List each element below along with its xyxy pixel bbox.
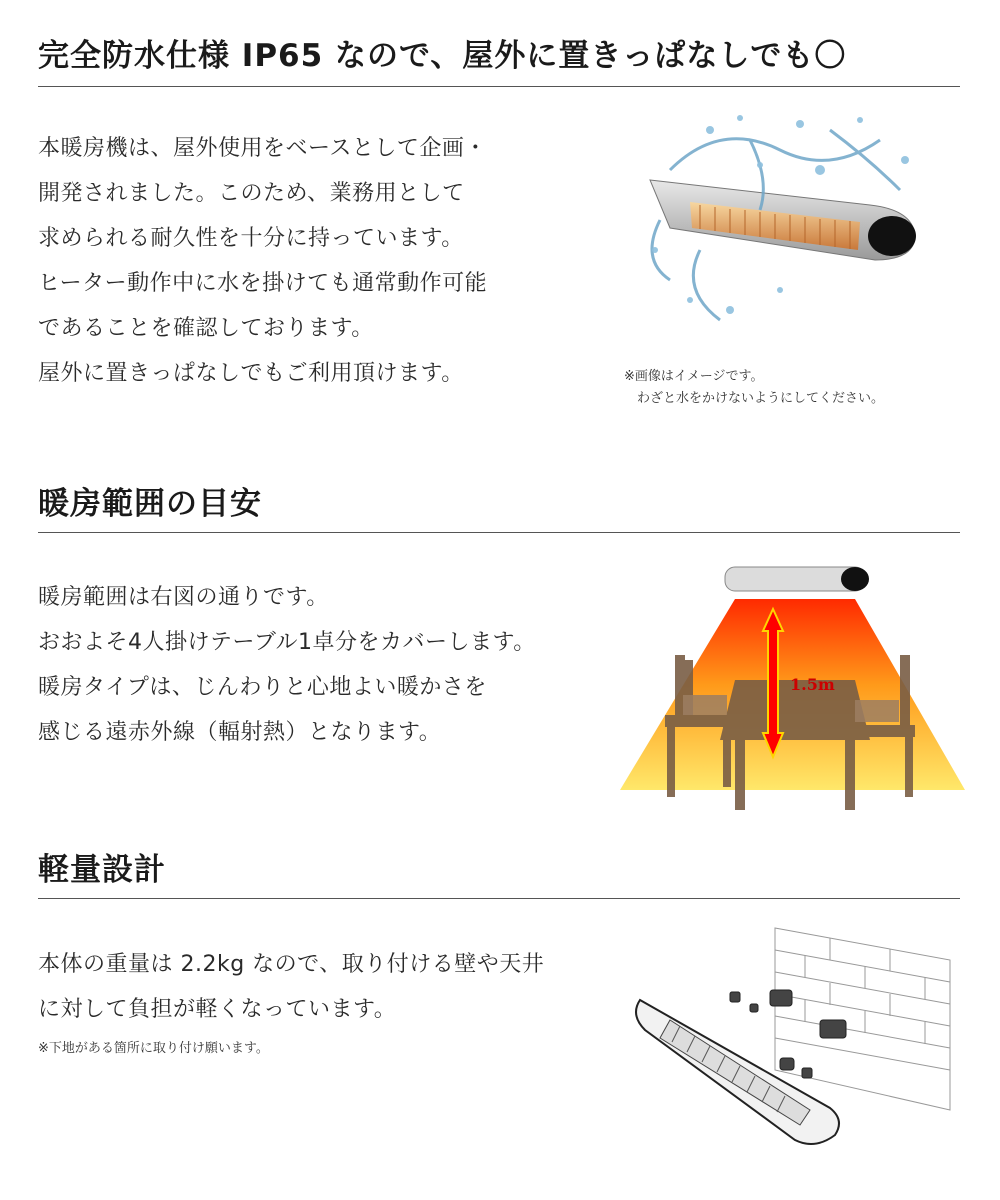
divider (38, 86, 960, 87)
lightweight-description (38, 942, 544, 1032)
divider (38, 532, 960, 533)
section-lightweight (0, 840, 1000, 1200)
heating-range-description (38, 575, 536, 755)
image-note (624, 366, 884, 410)
note-line: ※画像はイメージです。 (624, 369, 764, 384)
heading-lightweight: 軽量設計 (38, 852, 166, 888)
note-line: わざと水をかけないようにしてください。 (624, 391, 885, 406)
section-waterproof (0, 0, 1000, 440)
height-label: 1.5m (790, 675, 835, 694)
wall-mount-exploded-illustration (630, 920, 955, 1190)
text-line: であることを確認しております。 (38, 316, 374, 341)
text-line: 求められる耐久性を十分に持っています。 (38, 226, 464, 251)
text-line: 本体の重量は 2.2kg なので、取り付ける壁や天井 (38, 952, 545, 977)
mounting-note (38, 1038, 269, 1060)
section-heating-range (0, 440, 1000, 840)
text-line: おおよそ4人掛けテーブル1卓分をカバーします。 (38, 630, 536, 655)
water-splash-heater-illustration (630, 110, 930, 340)
heading-heating-range: 暖房範囲の目安 (38, 486, 262, 522)
text-line: に対して負担が軽くなっています。 (38, 997, 397, 1022)
text-line: 開発されました。このため、業務用として (38, 181, 465, 206)
heating-range-diagram (615, 565, 965, 820)
waterproof-description (38, 126, 487, 396)
text-line: 暖房タイプは、じんわりと心地よい暖かさを (38, 675, 487, 700)
text-line: 本暖房機は、屋外使用をベースとして企画・ (38, 136, 487, 161)
text-line: 暖房範囲は右図の通りです。 (38, 585, 329, 610)
text-line: 感じる遠赤外線（輻射熱）となります。 (38, 720, 442, 745)
note-line: ※下地がある箇所に取り付け願います。 (38, 1041, 269, 1056)
divider (38, 898, 960, 899)
text-line: 屋外に置きっぱなしでもご利用頂けます。 (38, 361, 464, 386)
heading-waterproof: 完全防水仕様 IP65 なので、屋外に置きっぱなしでも〇 (38, 38, 847, 74)
text-line: ヒーター動作中に水を掛けても通常動作可能 (38, 271, 488, 296)
